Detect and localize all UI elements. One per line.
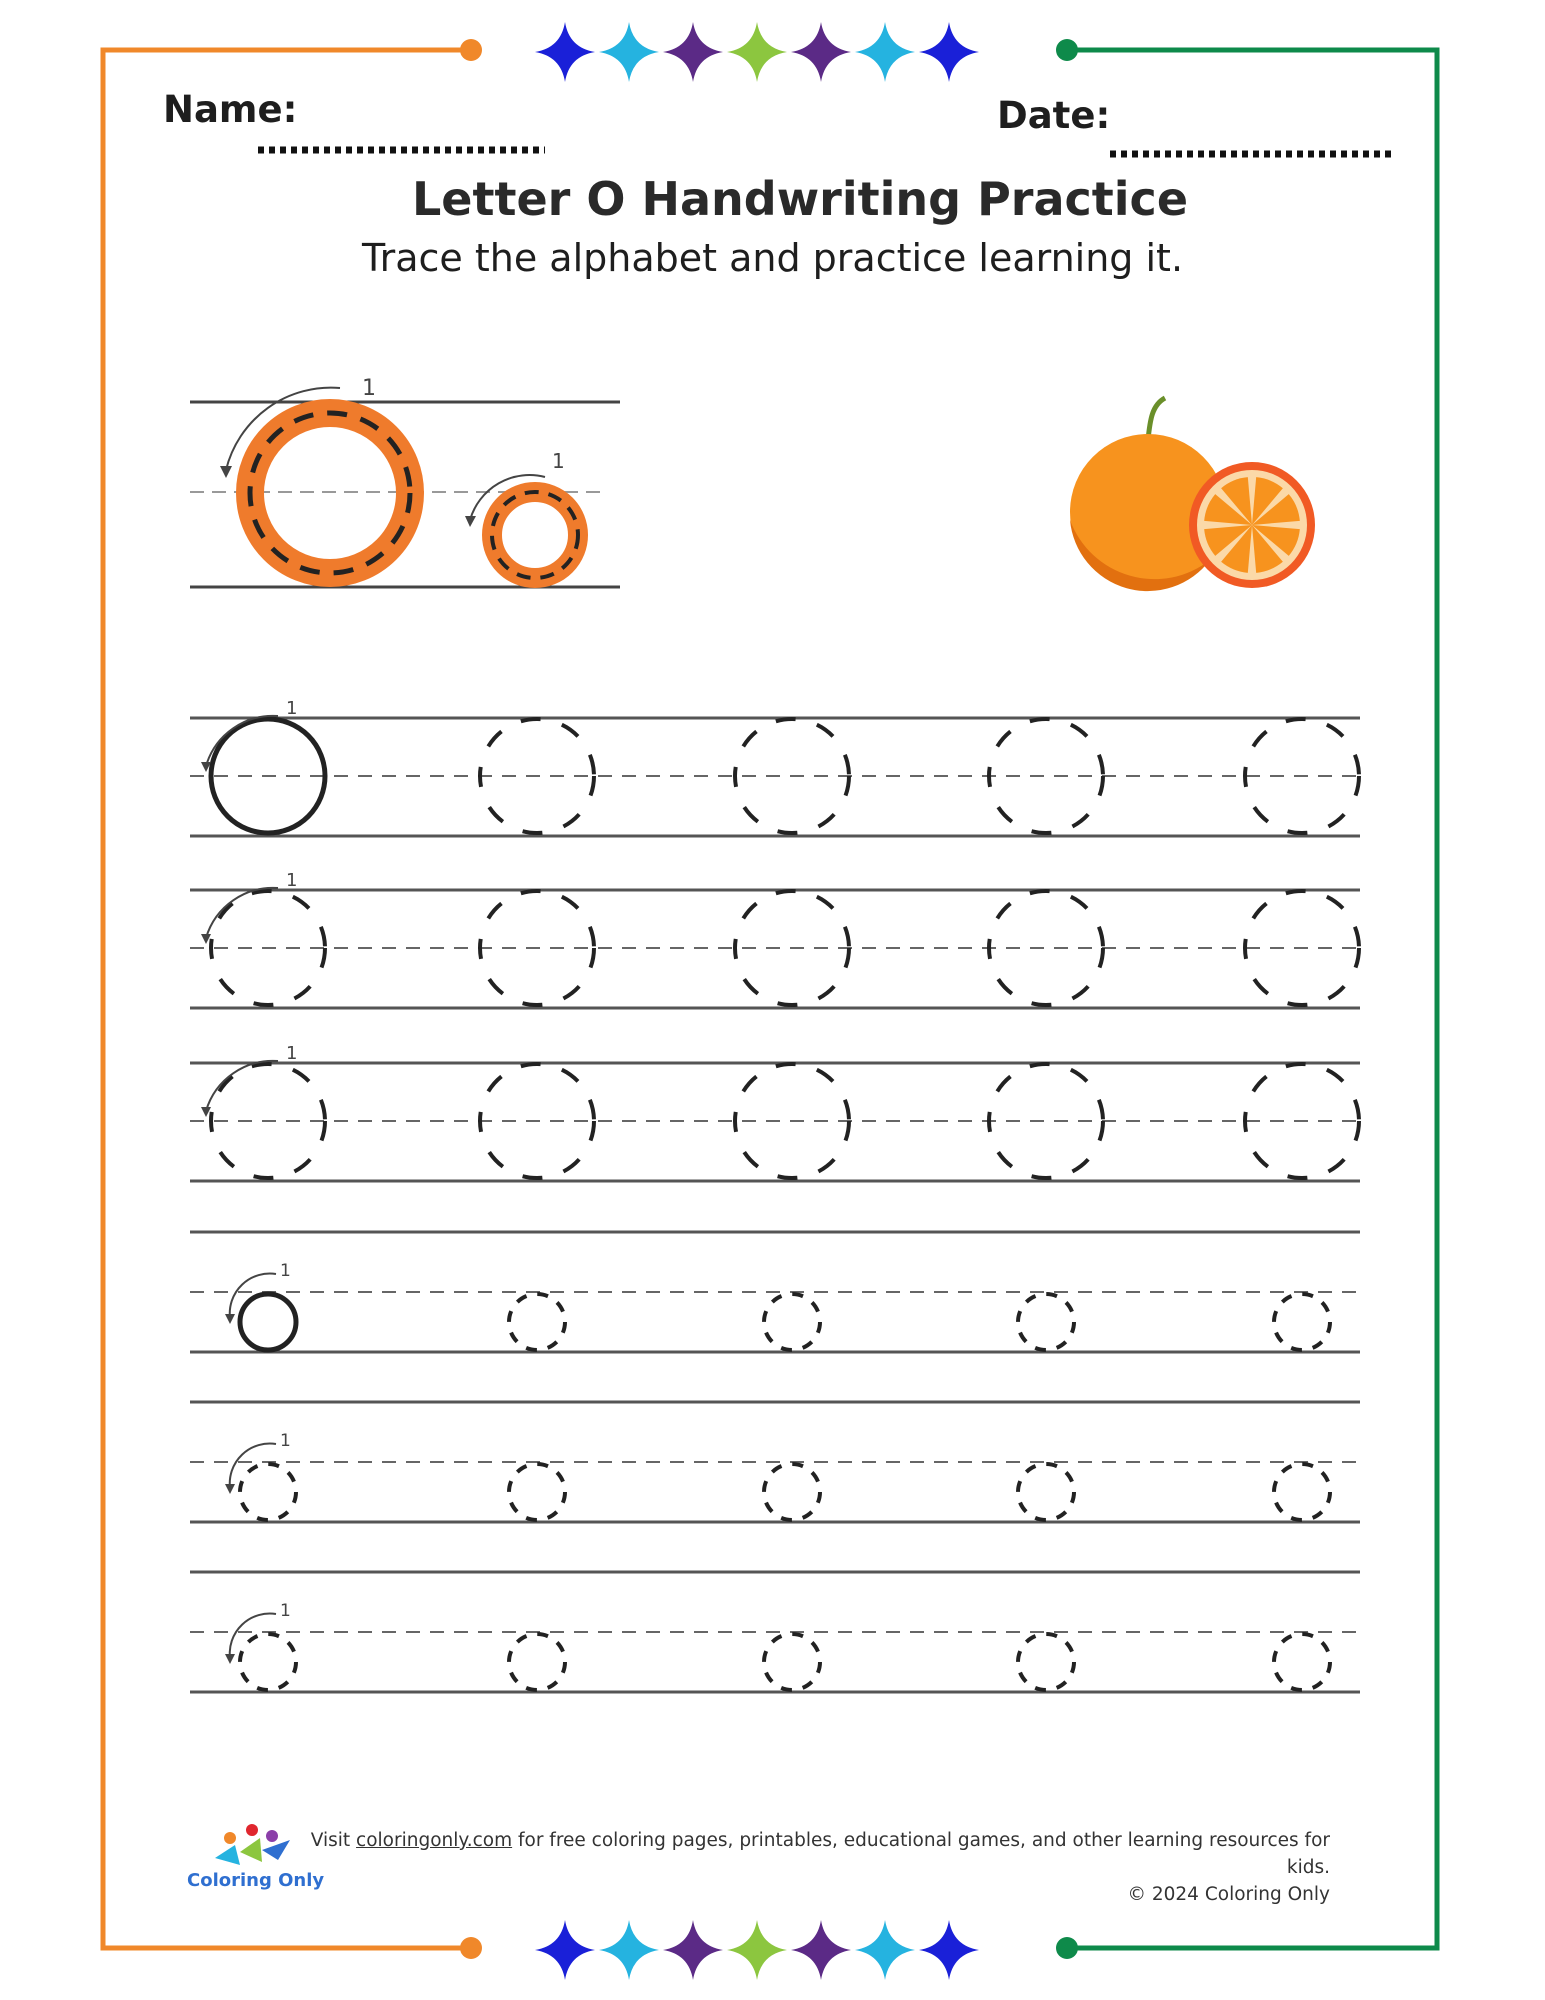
orange-stem bbox=[1148, 398, 1165, 440]
orange-illustration bbox=[1070, 398, 1315, 591]
logo-text: Coloring Only bbox=[187, 1870, 325, 1891]
trace-letter-o bbox=[764, 1464, 820, 1520]
star-icon bbox=[599, 22, 659, 82]
page-subtitle: Trace the alphabet and practice learning it. bbox=[361, 236, 1184, 280]
star-icon bbox=[919, 1920, 979, 1980]
footer-visit-prefix: Visit bbox=[310, 1830, 357, 1851]
trace-letter-o bbox=[764, 1634, 820, 1690]
stroke-number: 1 bbox=[362, 376, 376, 401]
logo-figure bbox=[266, 1830, 278, 1842]
decorative-stars-bottom bbox=[535, 1920, 979, 1980]
name-label: Name: bbox=[163, 88, 298, 131]
stroke-number: 1 bbox=[280, 1601, 291, 1621]
logo-figure bbox=[224, 1832, 236, 1844]
star-icon bbox=[599, 1920, 659, 1980]
footer-text bbox=[300, 1827, 1330, 1908]
star-icon bbox=[727, 22, 787, 82]
trace-letter-o bbox=[1018, 1294, 1074, 1350]
decorative-stars-top bbox=[535, 22, 979, 82]
logo-figure bbox=[246, 1824, 258, 1836]
trace-letter-o bbox=[509, 1634, 565, 1690]
star-icon bbox=[535, 1920, 595, 1980]
arrow-head bbox=[225, 1484, 235, 1494]
star-icon bbox=[919, 22, 979, 82]
footer-visit-suffix: for free coloring pages, printables, educational games, and other learning resources for kids. bbox=[512, 1830, 1330, 1878]
direction-arrow bbox=[206, 1061, 278, 1111]
star-icon bbox=[791, 1920, 851, 1980]
border-left bbox=[103, 50, 470, 1948]
example-letters bbox=[190, 376, 620, 587]
trace-letter-o bbox=[1274, 1464, 1330, 1520]
coloring-only-logo bbox=[215, 1824, 290, 1865]
page-title: Letter O Handwriting Practice bbox=[411, 172, 1189, 226]
border-right bbox=[1067, 50, 1437, 1948]
border-dot bbox=[1056, 39, 1078, 61]
logo-figure bbox=[262, 1840, 290, 1860]
stroke-number: 1 bbox=[286, 870, 298, 891]
direction-arrow bbox=[206, 716, 278, 766]
arrow-head bbox=[465, 516, 476, 527]
direction-arrow bbox=[206, 888, 278, 938]
trace-letter-o bbox=[764, 1294, 820, 1350]
stroke-number: 1 bbox=[286, 1043, 298, 1064]
arrow-head bbox=[225, 1314, 235, 1324]
star-icon bbox=[663, 1920, 723, 1980]
practice-area bbox=[190, 698, 1360, 1692]
footer-visit-line bbox=[300, 1827, 1330, 1881]
trace-letter-o bbox=[240, 1464, 296, 1520]
star-icon bbox=[663, 22, 723, 82]
arrow-head bbox=[220, 466, 232, 478]
border-dot bbox=[460, 1937, 482, 1959]
arrow-head bbox=[225, 1654, 235, 1664]
stroke-number: 1 bbox=[280, 1431, 291, 1451]
stroke-number: 1 bbox=[280, 1261, 291, 1281]
trace-letter-o bbox=[509, 1464, 565, 1520]
trace-letter-o bbox=[240, 1634, 296, 1690]
copyright: © 2024 Coloring Only bbox=[1127, 1884, 1330, 1905]
logo-figure bbox=[240, 1838, 262, 1862]
border-dot bbox=[460, 39, 482, 61]
stroke-number: 1 bbox=[286, 698, 298, 719]
star-icon bbox=[855, 1920, 915, 1980]
star-icon bbox=[535, 22, 595, 82]
trace-letter-o bbox=[509, 1294, 565, 1350]
model-letter-o bbox=[240, 1294, 296, 1350]
star-icon bbox=[791, 22, 851, 82]
trace-letter-o bbox=[1018, 1464, 1074, 1520]
page-border bbox=[103, 39, 1437, 1959]
star-icon bbox=[855, 22, 915, 82]
stroke-number: 1 bbox=[552, 449, 565, 473]
trace-letter-o bbox=[1274, 1294, 1330, 1350]
date-label: Date: bbox=[997, 94, 1111, 137]
border-dot bbox=[1056, 1937, 1078, 1959]
trace-letter-o bbox=[1274, 1634, 1330, 1690]
trace-letter-o bbox=[1018, 1634, 1074, 1690]
logo-figure bbox=[215, 1845, 240, 1865]
website-link[interactable]: coloringonly.com bbox=[356, 1830, 513, 1851]
star-icon bbox=[727, 1920, 787, 1980]
